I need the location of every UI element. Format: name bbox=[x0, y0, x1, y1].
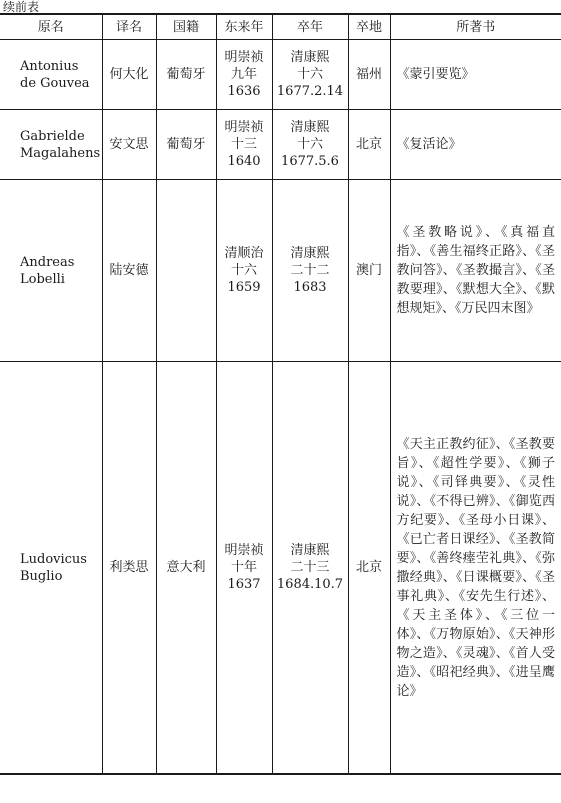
cell-arrival-year bbox=[216, 40, 272, 110]
arrival-era: 明崇祯 bbox=[224, 543, 264, 558]
header-death-year: 卒年 bbox=[272, 14, 348, 40]
cell-original-name bbox=[0, 362, 102, 775]
original-name-line: Antonius bbox=[20, 58, 79, 74]
cell-original-name bbox=[0, 180, 102, 362]
arrival-western-year: 1640 bbox=[227, 154, 261, 169]
arrival-reign-year: 十三 bbox=[230, 137, 257, 152]
original-name-line: Lobelli bbox=[20, 271, 65, 287]
cell-death-place: 北京 bbox=[348, 362, 390, 775]
cell-nationality: 葡萄牙 bbox=[156, 40, 216, 110]
cell-works: 《复活论》 bbox=[390, 110, 561, 180]
cell-translated-name: 利类思 bbox=[102, 362, 156, 775]
original-name-line: Magalahens bbox=[20, 145, 101, 161]
death-era: 清康熙 bbox=[290, 246, 330, 261]
header-nationality: 国籍 bbox=[156, 14, 216, 40]
cell-nationality: 葡萄牙 bbox=[156, 110, 216, 180]
cell-death-year bbox=[272, 110, 348, 180]
header-works: 所著书 bbox=[390, 14, 561, 40]
death-date: 1684.10.7 bbox=[276, 577, 344, 592]
death-date: 1677.2.14 bbox=[276, 84, 344, 99]
table-row bbox=[0, 362, 561, 775]
death-reign-year: 十六 bbox=[296, 137, 323, 152]
cell-death-year bbox=[272, 40, 348, 110]
death-date: 1677.5.6 bbox=[281, 154, 339, 169]
original-name-line: de Gouvea bbox=[20, 75, 90, 91]
cell-original-name bbox=[0, 110, 102, 180]
death-reign-year: 二十二 bbox=[290, 263, 330, 278]
cell-nationality bbox=[156, 180, 216, 362]
cell-translated-name: 陆安德 bbox=[102, 180, 156, 362]
header-translated-name: 译名 bbox=[102, 14, 156, 40]
arrival-era: 明崇祯 bbox=[224, 120, 264, 135]
arrival-western-year: 1636 bbox=[227, 84, 261, 99]
death-era: 清康熙 bbox=[290, 120, 330, 135]
missionary-table bbox=[0, 13, 561, 775]
death-era: 清康熙 bbox=[290, 50, 330, 65]
table-row bbox=[0, 110, 561, 180]
arrival-western-year: 1659 bbox=[227, 280, 261, 295]
original-name-line: Andreas bbox=[20, 254, 75, 270]
cell-arrival-year bbox=[216, 180, 272, 362]
arrival-reign-year: 十年 bbox=[230, 560, 257, 575]
cell-works: 《天主正教约征》、《圣教要旨》、《超性学要》、《狮子说》、《司铎典要》、《灵性说》、《不得已辨》、《御览西方纪要》、《圣母小日课》、《已亡者日课经》、《圣教简要》、《善终瘗茔礼典》、《弥撒经典》、《日课概要》、《圣事礼典》、《安先生行述》、《天主圣体》、《三位一体》、《万物原始》、《天神形物之造》、《灵魂》、《首人受造》、《昭祀经典》、《进呈鹰论》 bbox=[390, 362, 561, 775]
death-reign-year: 二十三 bbox=[290, 560, 330, 575]
cell-arrival-year bbox=[216, 362, 272, 775]
cell-death-year bbox=[272, 180, 348, 362]
header-row bbox=[0, 14, 561, 40]
header-arrival-year: 东来年 bbox=[216, 14, 272, 40]
arrival-era: 清顺治 bbox=[224, 246, 264, 261]
table-row bbox=[0, 180, 561, 362]
cell-arrival-year bbox=[216, 110, 272, 180]
cell-death-year bbox=[272, 362, 348, 775]
header-death-place: 卒地 bbox=[348, 14, 390, 40]
arrival-reign-year: 十六 bbox=[230, 263, 257, 278]
cell-original-name bbox=[0, 40, 102, 110]
cell-death-place: 澳门 bbox=[348, 180, 390, 362]
cell-works: 《圣教略说》、《真福直指》、《善生福终正路》、《圣教问答》、《圣教撮言》、《圣教要理》、《默想大全》、《默想规矩》、《万民四末图》 bbox=[390, 180, 561, 362]
death-era: 清康熙 bbox=[290, 543, 330, 558]
original-name-line: Ludovicus bbox=[20, 551, 87, 567]
arrival-era: 明崇祯 bbox=[224, 50, 264, 65]
cell-works: 《蒙引要览》 bbox=[390, 40, 561, 110]
table-row bbox=[0, 40, 561, 110]
cell-death-place: 北京 bbox=[348, 110, 390, 180]
arrival-reign-year: 九年 bbox=[230, 67, 257, 82]
death-reign-year: 十六 bbox=[296, 67, 323, 82]
original-name-line: Buglio bbox=[20, 568, 63, 584]
cell-nationality: 意大利 bbox=[156, 362, 216, 775]
cell-translated-name: 何大化 bbox=[102, 40, 156, 110]
cell-translated-name: 安文思 bbox=[102, 110, 156, 180]
cell-death-place: 福州 bbox=[348, 40, 390, 110]
header-original-name: 原名 bbox=[0, 14, 102, 40]
table-caption: 续前表 bbox=[3, 0, 40, 14]
original-name-line: Gabrielde bbox=[20, 128, 85, 144]
arrival-western-year: 1637 bbox=[227, 577, 261, 592]
death-date: 1683 bbox=[293, 280, 327, 295]
